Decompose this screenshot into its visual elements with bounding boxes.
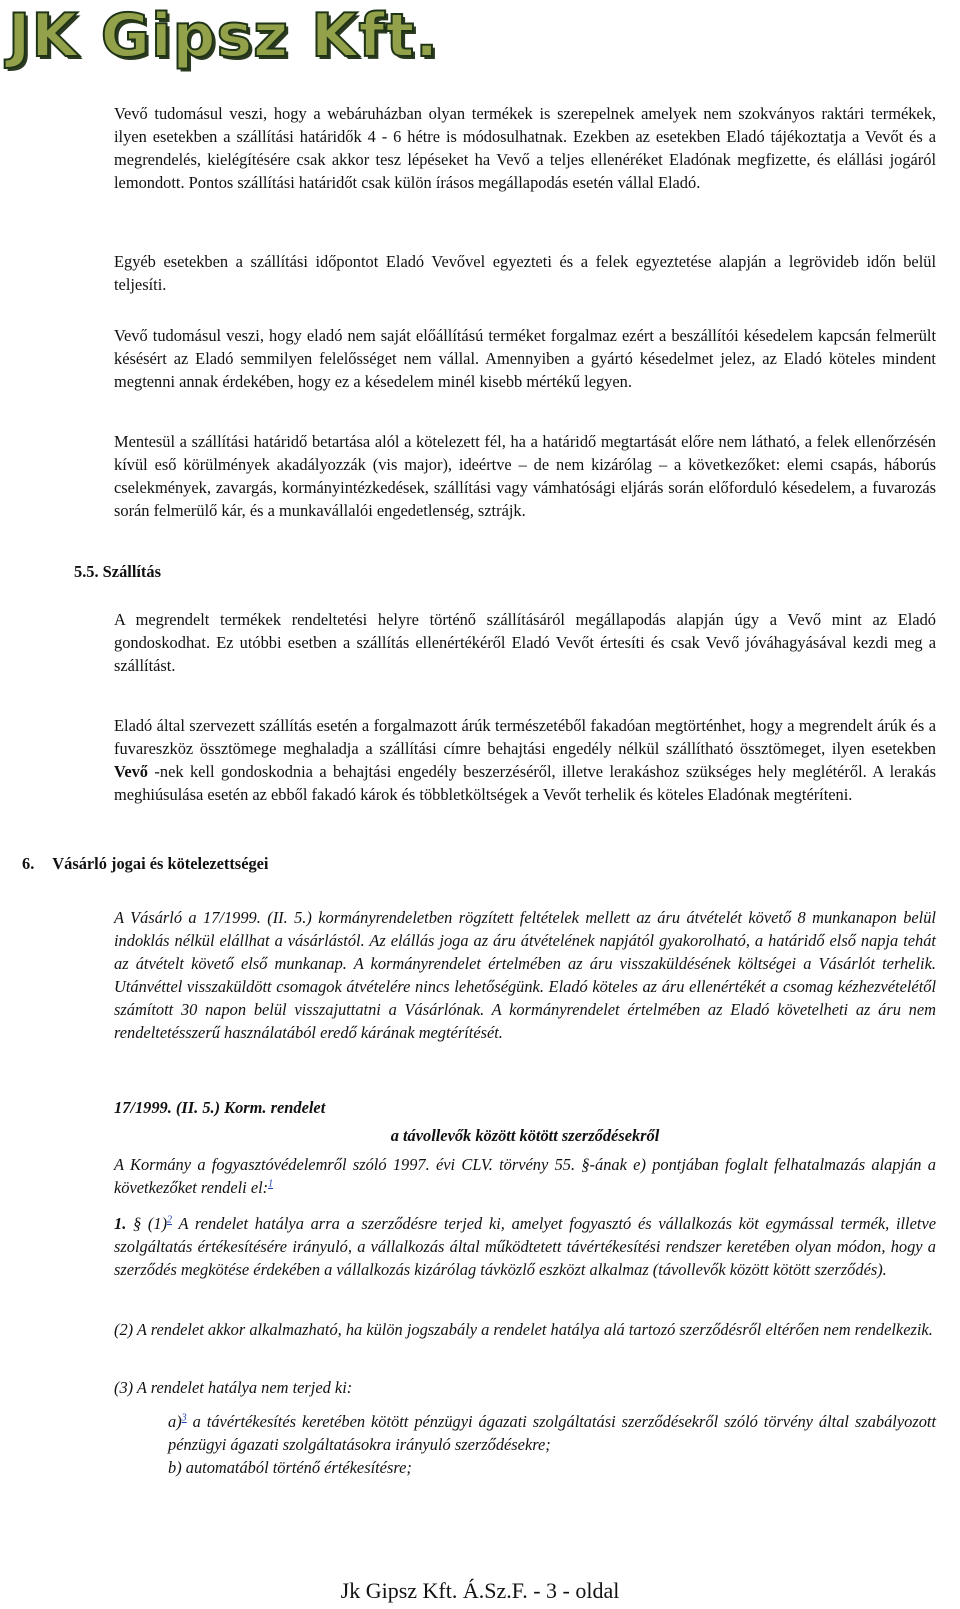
paragraph-decree-preamble: A Kormány a fogyasztóvédelemről szóló 1997. évi CLV. törvény 55. §-ának e) pontjában foglalt felhatalmazás alapján a következőket rendeli el:$^1$ <box>114 1155 936 1197</box>
company-logo: JK Gipsz Kft. <box>8 1 440 71</box>
paragraph-section-2: (2) A rendelet akkor alkalmazható, ha külön jogszabály a rendelet hatálya alá tartozó szerződésről eltérően nem rendelkezik. <box>114 1320 933 1339</box>
paragraph-item-b: b) automatából történő értékesítésre; <box>168 1458 412 1477</box>
heading-5-5-shipping: 5.5. Szállítás <box>74 562 161 581</box>
footnote-link-1[interactable]: 1 <box>268 1178 274 1190</box>
paragraph-section-1: 1. § (1)$^2$ A rendelet hatálya arra a szerződésre terjed ki, amelyet fogyasztó és vállalkozás köt egymással termék, illetve szolgáltatás értékesítésére irányuló, a vállalkozás által működtetett távértékesítési rendszer keretében olyan módon, hogy a szerződés megkötése érdekében a vállalkozás kizárólag távközlő eszközt alkalmaz (távollevők között kötött szerződés). <box>114 1214 936 1279</box>
paragraph-section-3: (3) A rendelet hatálya nem terjed ki: <box>114 1378 353 1397</box>
paragraph-item-a: a)$^3$ a távértékesítés keretében kötött pénzügyi ágazati szolgáltatási szerződésekről szóló törvény által szabályozott pénzügyi ágazati szolgáltatásokra irányuló szerződésekre; <box>168 1412 936 1454</box>
paragraph-withdrawal: A Vásárló a 17/1999. (II. 5.) kormányrendeletben rögzített feltételek mellett az áru átvételét követő 8 munkanapon belül indoklás nélkül elállhat a vásárlástól. Az elállás joga az áru átvételének napjától gyakorolható, a határidő első napja tehát az átvételt követő első munkanap. A kormányrendelet értelmében az áru visszaküldésének költségei a Vásárlót terhelik. Utánvéttel visszaküldött csomagok átvételére nincs lehetőségünk. Eladó köteles az áru ellenértékét a csomag kézhezvételétől számított 30 napon belül visszajuttatni a Vásárlónak. A kormányrendelet értelmében az Eladó követelheti az áru nem rendeltetésszerű használatából eredő kárának megtérítését. <box>114 908 936 1042</box>
footnote-link-2[interactable]: 2 <box>167 1214 173 1226</box>
bold-buyer: Vevő <box>114 762 148 781</box>
paragraph-shipping-agreement: A megrendelt termékek rendeltetési helyre történő szállításáról megállapodás alapján úgy a Vevő mint az Eladó gondoskodhat. Ez utóbbi esetben a szállítás ellenértékéről Eladó Vevőt értesíti és csak Vevő jóváhagyásával kezdi meg a szállítást. <box>114 610 936 675</box>
paragraph-force-majeure: Mentesül a szállítási határidő betartása alól a kötelezett fél, ha a határidő megtartását előre nem látható, a felek ellenőrzésén kívül eső körülmények akadályozzák (vis major), ideértve – de nem kizárólag – a következőket: elemi csapás, háborús cselekmények, zavargás, kormányintézkedések, szállítási vagy vámhatósági eljárás során előforduló késedelem, a fuvarozás során felmerülő kár, és a munkavállalói engedetlenség, sztrájk. <box>114 432 936 520</box>
decree-subtitle: a távollevők között kötött szerződésekről <box>390 1126 660 1145</box>
decree-title: 17/1999. (II. 5.) Korm. rendelet <box>114 1098 326 1117</box>
paragraph-shipping-permit: Eladó által szervezett szállítás esetén a forgalmazott árúk természetéből fakadóan megtörténhet, hogy a megrendelt árúk és a fuvareszköz össztömege meghaladja a szállítási címre behajtási engedély nélkül szállítható össztömeget, ilyen esetekben Vevő -nek kell gondoskodnia a behajtási engedély beszerzéséről, illetve lerakáshoz szükséges hely meglétéről. A lerakás meghiúsulása esetén az ebből fakadó károk és többletköltségek a Vevőt terhelik és köteles Eladónak megtéríteni. <box>114 716 936 804</box>
paragraph-delivery-date: Egyéb esetekben a szállítási időpontot Eladó Vevővel egyezteti és a felek egyeztetése alapján a legrövideb időn belül teljesíti. <box>114 252 936 294</box>
heading-6-buyer-rights: 6. Vásárló jogai és kötelezettségei <box>22 854 269 873</box>
paragraph-supplier-delay: Vevő tudomásul veszi, hogy eladó nem saját előállítású terméket forgalmaz ezért a beszállítói késedelem kapcsán felmerült késésért az Eladó semmilyen felelősséget nem vállal. Amennyiben a gyártó késedelmet jelez, az Eladó köteles mindent megtenni annak érdekében, hogy ez a késedelem minél kisebb mértékű legyen. <box>114 326 936 391</box>
footnote-link-3[interactable]: 3 <box>181 1412 187 1424</box>
page-footer: Jk Gipsz Kft. Á.Sz.F. - 3 - oldal <box>340 1578 620 1603</box>
paragraph-special-products: Vevő tudomásul veszi, hogy a webáruházban olyan termékek is szerepelnek amelyek nem szokványos raktári termékek, ilyen esetekben a szállítási határidők 4 - 6 hétre is módosulhatnak. Ezekben az esetekben Eladó tájékoztatja a Vevőt és a megrendelés, kielégítésére csak akkor tesz lépéseket ha Vevő a teljes ellenéréket Eladónak megfizette, és elállási jogáról lemondott. Pontos szállítási határidőt csak külön írásos megállapodás esetén vállal Eladó. <box>114 104 936 192</box>
